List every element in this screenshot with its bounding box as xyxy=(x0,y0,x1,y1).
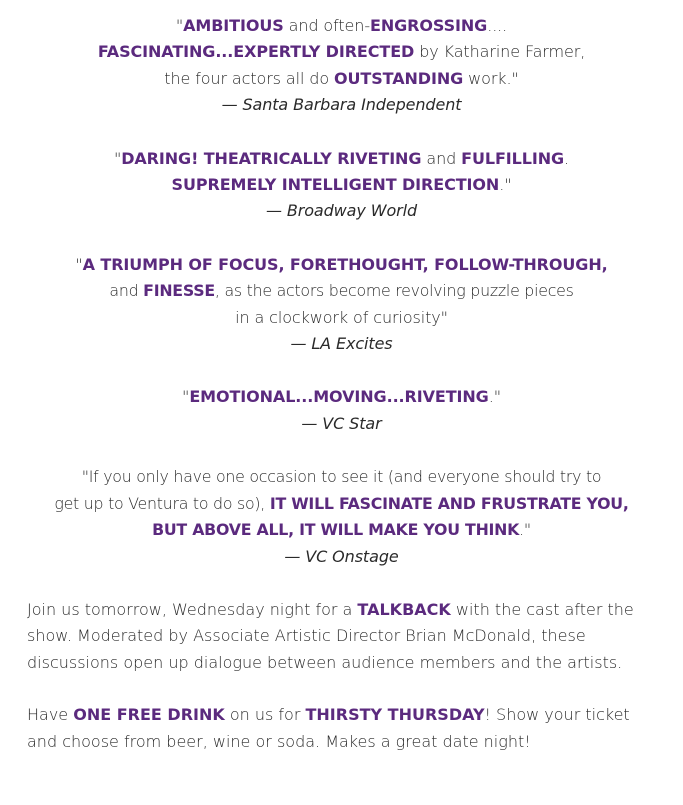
talkback-paragraph xyxy=(27,597,657,676)
emphasis-text: TALKBACK xyxy=(357,599,451,619)
quote-attribution: — VC Star xyxy=(301,413,382,433)
quote-line xyxy=(0,146,683,172)
quote-line xyxy=(0,464,683,490)
quote-attribution: — VC Onstage xyxy=(284,546,399,566)
body-text: ." xyxy=(519,520,531,540)
body-text: .... xyxy=(487,16,508,35)
body-text: "If you only have one occasion to see it (and everyone should try to xyxy=(81,467,602,487)
review-quote xyxy=(0,464,683,570)
emphasis-text: FASCINATING...EXPERTLY DIRECTED xyxy=(97,42,415,62)
quote-line xyxy=(0,66,683,92)
emphasis-text: DARING! THEATRICALLY RIVETING xyxy=(121,148,422,168)
body-text: , as the actors become revolving puzzle pieces xyxy=(214,281,574,301)
quote-line xyxy=(0,252,683,278)
body-text: the four actors all do xyxy=(164,68,335,88)
quote-attribution: — LA Excites xyxy=(290,334,393,354)
emphasis-text: ENGROSSING xyxy=(370,16,488,35)
body-text: " xyxy=(113,148,122,168)
quote-line xyxy=(0,278,683,304)
emphasis-text: IT WILL FASCINATE AND FRUSTRATE YOU, xyxy=(269,493,629,513)
body-text: by Katharine Farmer, xyxy=(414,42,586,62)
announcements xyxy=(0,597,683,755)
body-text: in a clockwork of curiosity" xyxy=(235,307,448,327)
quote-line xyxy=(0,13,683,39)
body-text: " xyxy=(182,387,190,407)
review-quote xyxy=(0,146,683,225)
body-text: " xyxy=(75,254,83,274)
quote-attribution: — Santa Barbara Independent xyxy=(221,95,462,115)
emphasis-text: ONE FREE DRINK xyxy=(73,705,225,725)
emphasis-text: BUT ABOVE ALL, IT WILL MAKE YOU THINK xyxy=(152,520,520,540)
review-quote xyxy=(0,252,683,358)
free-drink-paragraph xyxy=(27,702,657,755)
body-text: ." xyxy=(499,175,512,195)
quote-line xyxy=(0,172,683,198)
body-text: Join us tomorrow, Wednesday night for a xyxy=(27,599,358,619)
emphasis-text: FINESSE xyxy=(143,281,215,301)
review-quote xyxy=(0,384,683,437)
quote-line xyxy=(0,305,683,331)
body-text: and often- xyxy=(283,16,371,35)
quote-line xyxy=(0,517,683,543)
emphasis-text: EMOTIONAL...MOVING...RIVETING xyxy=(189,387,489,407)
body-text: and xyxy=(421,148,462,168)
body-text: ." xyxy=(488,387,501,407)
quote-line xyxy=(0,491,683,517)
body-text: " xyxy=(175,16,184,35)
emphasis-text: THIRSTY THURSDAY xyxy=(305,705,485,725)
emphasis-text: A TRIUMPH OF FOCUS, FORETHOUGHT, FOLLOW-THROUGH, xyxy=(82,254,608,274)
emphasis-text: SUPREMELY INTELLIGENT DIRECTION xyxy=(171,175,500,195)
body-text: . xyxy=(564,148,570,168)
quote-attribution: — Broadway World xyxy=(265,201,418,221)
body-text: work." xyxy=(463,68,519,88)
body-text: with the cast after the show. Moderated by Associate Artistic Director Brian McDonald, these discussions open up dialogue between audience members and the artists. xyxy=(27,599,634,672)
quote-line xyxy=(0,384,683,410)
body-text: ! Show your ticket and choose from beer, wine or soda. Makes a great date night! xyxy=(27,705,630,751)
emphasis-text: FULFILLING xyxy=(461,148,565,168)
body-text: Have xyxy=(27,705,74,725)
quote-line xyxy=(0,39,683,65)
review-quote xyxy=(0,13,683,119)
body-text: get up to Ventura to do so), xyxy=(54,493,270,513)
body-text: on us for xyxy=(224,705,306,725)
emphasis-text: OUTSTANDING xyxy=(334,68,464,88)
body-text: and xyxy=(109,281,144,301)
emphasis-text: AMBITIOUS xyxy=(183,16,284,35)
